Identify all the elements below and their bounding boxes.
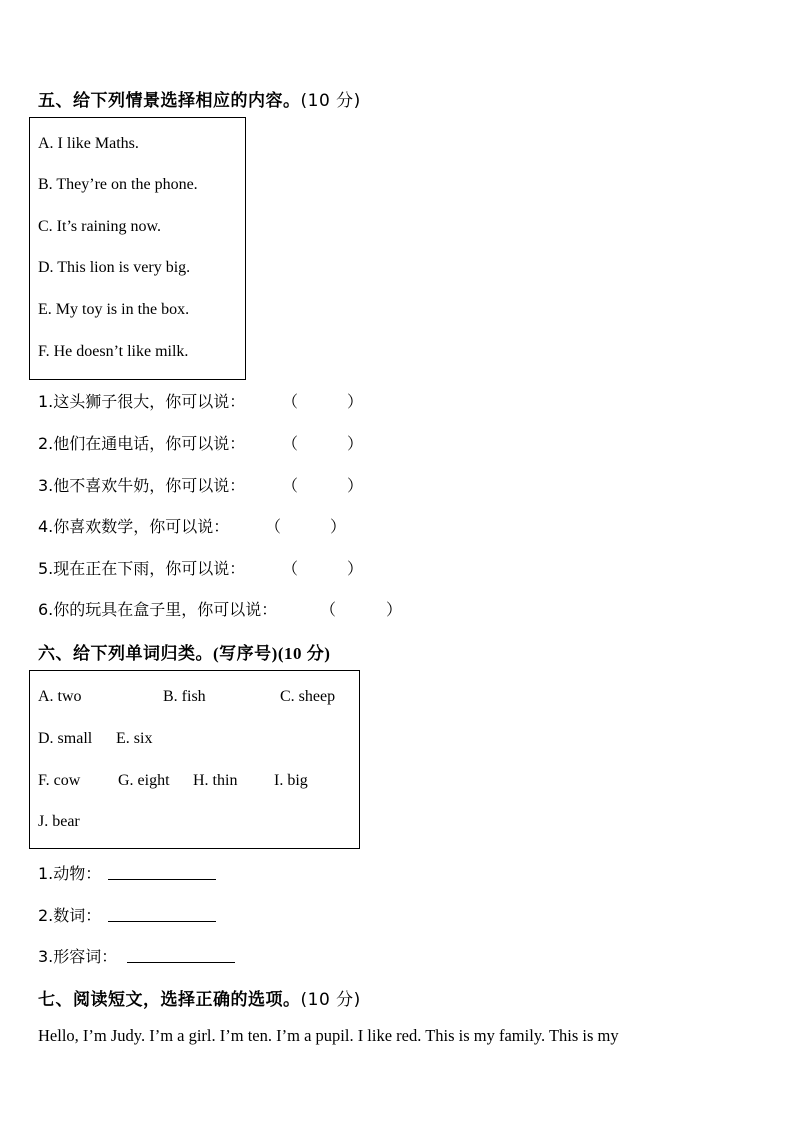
category-numbers-blank[interactable] — [108, 920, 216, 922]
section-6-title-text: 六、给下列单词归类。 — [38, 644, 213, 664]
category-numbers: 2.数词： — [38, 906, 102, 925]
question-5: 5.现在正在下雨，你可以说： — [38, 559, 246, 578]
answer-paren-open-6: （ — [320, 600, 337, 619]
answer-paren-close-3: ） — [347, 476, 364, 495]
answer-paren-close-6: ） — [386, 600, 403, 619]
section-7-title — [38, 985, 361, 1010]
question-1: 1.这头狮子很大，你可以说： — [38, 392, 246, 411]
category-adjectives-blank[interactable] — [127, 961, 235, 963]
word-f: F. cow — [38, 772, 81, 789]
word-b: B. fish — [163, 688, 206, 705]
word-g: G. eight — [118, 772, 170, 789]
section-7-title-text: 七、阅读短文，选择正确的选项。 — [38, 990, 301, 1010]
section-6-title — [38, 639, 330, 664]
question-4: 4.你喜欢数学，你可以说： — [38, 517, 230, 536]
reading-passage: Hello, I’m Judy. I’m a girl. I’m ten. I’m a pupil. I like red. This is my family. This is my — [38, 1026, 619, 1045]
word-e: E. six — [116, 730, 153, 747]
section-6-subtitle: (写序号)(10 分) — [213, 644, 331, 663]
question-6: 6.你的玩具在盒子里，你可以说： — [38, 600, 278, 619]
option-c: C. It’s raining now. — [38, 218, 161, 235]
option-d: D. This lion is very big. — [38, 259, 191, 276]
answer-paren-close-4: ） — [330, 517, 347, 536]
answer-paren-close-5: ） — [347, 559, 364, 578]
section-5-score: (10 分) — [300, 91, 361, 111]
word-i: I. big — [274, 772, 308, 789]
option-a: A. I like Maths. — [38, 135, 139, 152]
section-5-title-text: 五、给下列情景选择相应的内容。 — [38, 91, 301, 111]
word-d: D. small — [38, 730, 93, 747]
section-7-score: (10 分) — [300, 990, 361, 1010]
answer-paren-open-1: （ — [282, 392, 299, 411]
word-a: A. two — [38, 688, 82, 705]
option-e: E. My toy is in the box. — [38, 301, 190, 318]
answer-paren-open-3: （ — [282, 476, 299, 495]
answer-paren-open-2: （ — [282, 434, 299, 453]
category-adjectives: 3.形容词： — [38, 947, 118, 966]
category-animals-blank[interactable] — [108, 878, 216, 880]
section-5-title — [38, 86, 361, 111]
word-c: C. sheep — [280, 688, 336, 705]
question-2: 2.他们在通电话，你可以说： — [38, 434, 246, 453]
word-j: J. bear — [38, 813, 80, 830]
section-5-options-box — [29, 117, 246, 380]
category-animals: 1.动物： — [38, 864, 102, 883]
answer-paren-close-2: ） — [347, 434, 364, 453]
question-3: 3.他不喜欢牛奶，你可以说： — [38, 476, 246, 495]
answer-paren-open-5: （ — [282, 559, 299, 578]
word-h: H. thin — [193, 772, 238, 789]
answer-paren-open-4: （ — [265, 517, 282, 536]
option-f: F. He doesn’t like milk. — [38, 343, 189, 360]
answer-paren-close-1: ） — [347, 392, 364, 411]
option-b: B. They’re on the phone. — [38, 176, 198, 193]
